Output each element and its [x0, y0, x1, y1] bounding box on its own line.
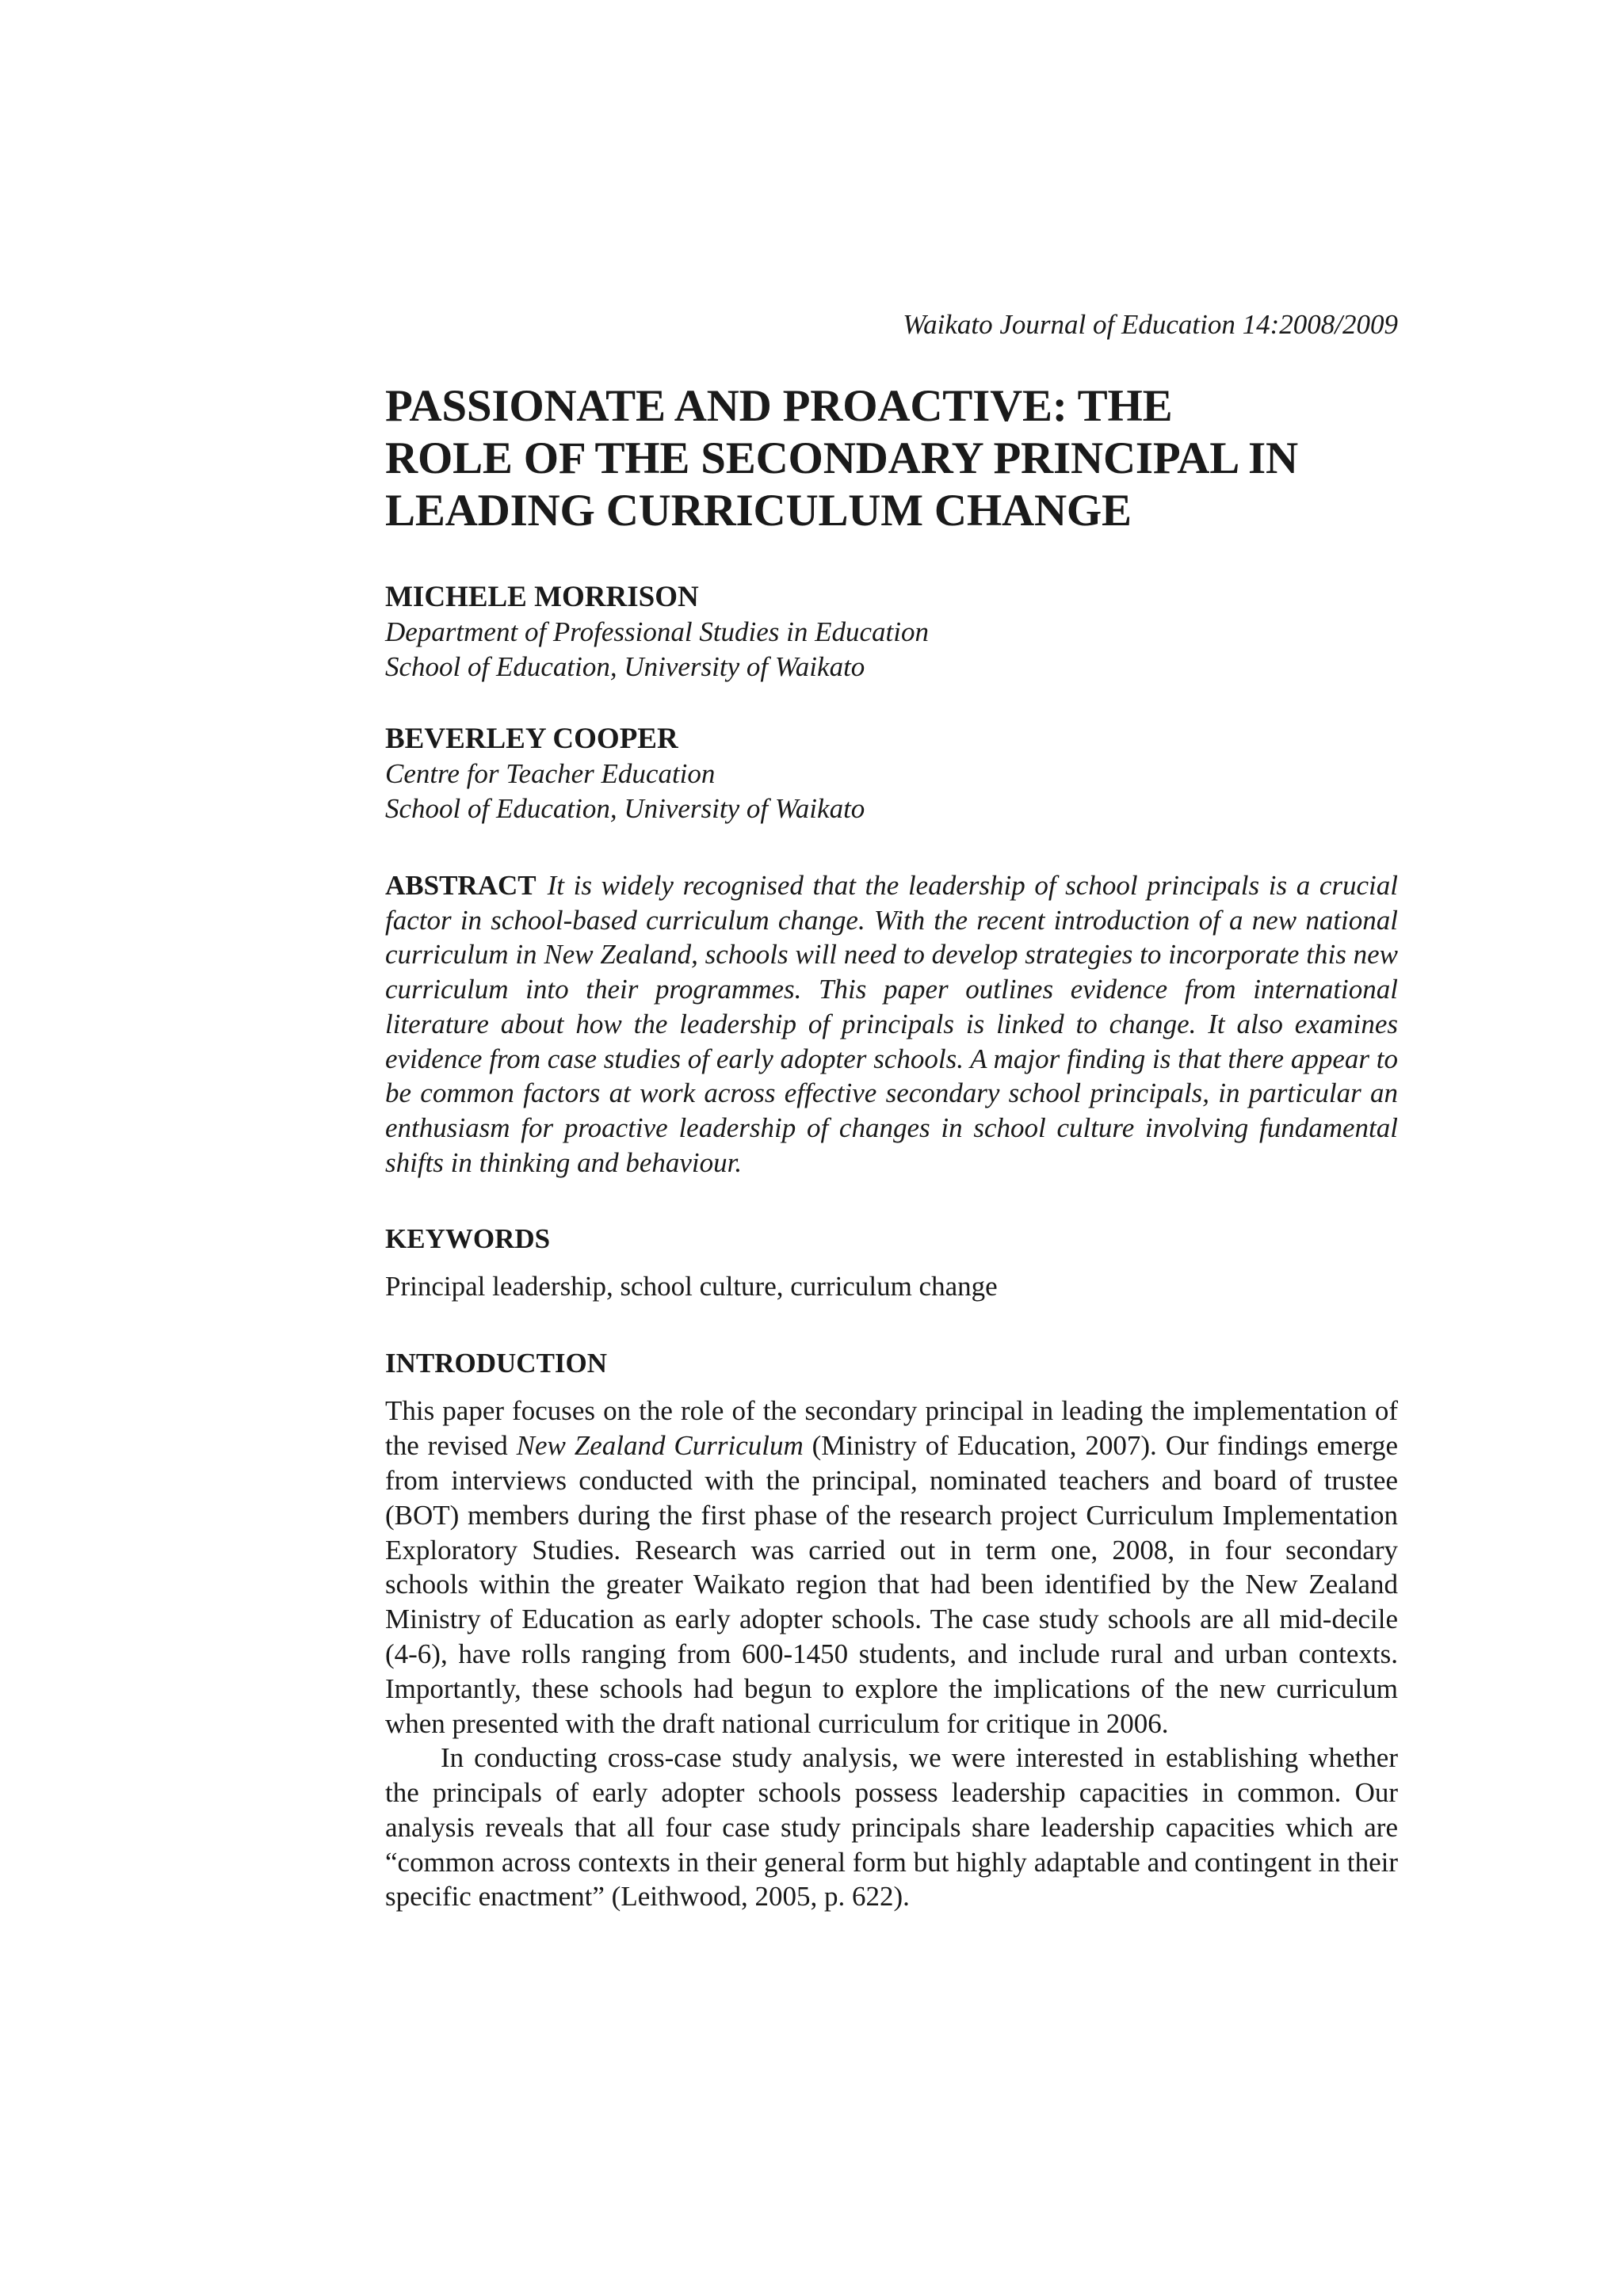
author-block	[385, 722, 1398, 826]
keywords-heading: KEYWORDS	[385, 1223, 551, 1255]
author-name: BEVERLEY COOPER	[385, 723, 678, 755]
author-affiliation: School of Education, University of Waikato	[385, 793, 865, 824]
intro-text: This paper focuses on the role of the secondary principal in leading the implementation of the revised	[385, 1395, 1398, 1462]
title-line: PASSIONATE AND PROACTIVE: THE	[385, 381, 1173, 431]
keywords-text: Principal leadership, school culture, curriculum change	[385, 1271, 998, 1302]
author-affiliation: School of Education, University of Waikato	[385, 651, 865, 682]
abstract-text: It is widely recognised that the leadership of school principals is a crucial factor in school-based curriculum change. With the recent introduction of a new national curriculum in New Zealand, schools will need to develop strategies to incorporate this new curriculum into their programmes. This paper outlines evidence from international literature about how the leadership of principals is linked to change. It also examines evidence from case studies of early adopter schools. A major finding is that there appear to be common factors at work across effective secondary school principals, in particular an enthusiasm for proactive leadership of changes in school culture involving fundamental shifts in thinking and behaviour.	[385, 870, 1398, 1178]
paper-page	[385, 307, 1398, 1914]
author-name: MICHELE MORRISON	[385, 581, 699, 613]
intro-italic-title: New Zealand Curriculum	[516, 1430, 804, 1462]
introduction-paragraph: In conducting cross-case study analysis, we were interested in establishing whether the principals of early adopter schools possess leadership capacities in common. Our analysis reveals that all four case study principals share leadership capacities which are “common across contexts in their general form but highly adaptable and contingent in their specific enactment” (Leithwood, 2005, p. 622).	[385, 1742, 1398, 1913]
introduction-heading: INTRODUCTION	[385, 1348, 608, 1379]
title-line: ROLE OF THE SECONDARY PRINCIPAL IN	[385, 433, 1298, 483]
abstract-label: ABSTRACT	[385, 870, 537, 901]
title-line: LEADING CURRICULUM CHANGE	[385, 486, 1132, 536]
abstract	[385, 868, 1398, 1180]
intro-text: (Ministry of Education, 2007). Our findings emerge from interviews conducted with the principal, nominated teachers and board of trustee (BOT) members during the first phase of the research project Curriculum Implementation Exploratory Studies. Research was carried out in term one, 2008, in four secondary schools within the greater Waikato region that had been identified by the New Zealand Ministry of Education as early adopter schools. The case study schools are all mid-decile (4-6), have rolls ranging from 600-1450 students, and include rural and urban contexts. Importantly, these schools had begun to explore the implications of the new curriculum when presented with the draft national curriculum for critique in 2006.	[385, 1430, 1399, 1739]
introduction-paragraph	[385, 1394, 1398, 1741]
author-affiliation: Department of Professional Studies in Education	[385, 616, 930, 647]
paper-title	[385, 380, 1398, 537]
journal-header: Waikato Journal of Education 14:2008/2009	[903, 309, 1398, 340]
author-affiliation: Centre for Teacher Education	[385, 758, 716, 789]
author-block	[385, 580, 1398, 685]
